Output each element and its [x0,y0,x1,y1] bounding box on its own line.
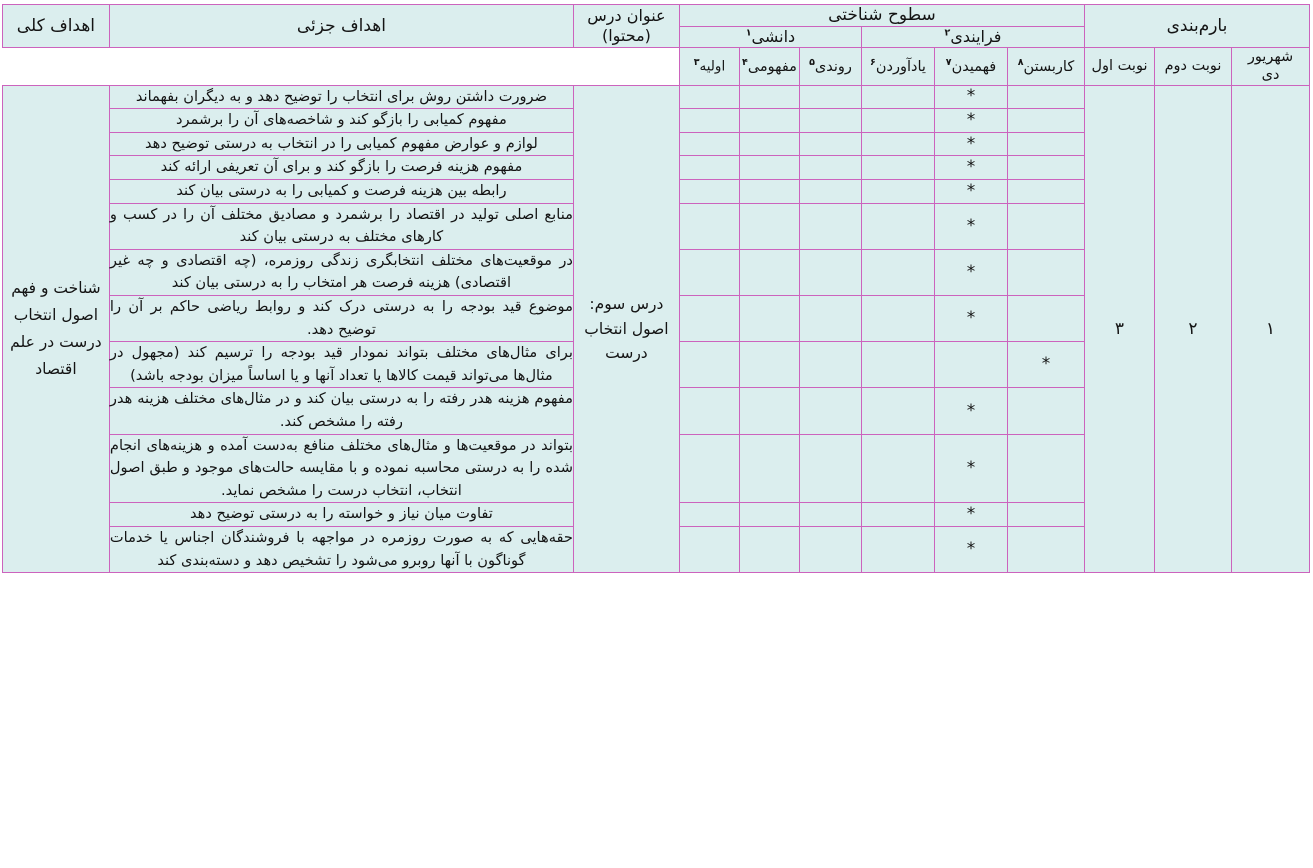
cognitive-cell-avalieh [679,156,739,180]
cognitive-cell-yadavardan [861,434,934,503]
header-row-3 [2,48,1309,85]
cognitive-cell-ravandi [799,388,861,434]
cognitive-cell-avalieh [679,179,739,203]
cognitive-cell-mafhumi [739,249,799,295]
header-row-1 [2,5,1309,27]
cognitive-cell-ravandi [799,109,861,133]
cognitive-cell-avalieh [679,388,739,434]
header-farayandi-label: فرایندی [950,27,1002,47]
cognitive-cell-fahmidan: * [934,156,1007,180]
header-col-ravandi-label: روندی [814,58,852,75]
cognitive-cell-mafhumi [739,527,799,573]
cognitive-cell-ravandi [799,179,861,203]
objective-cell: موضوع قید بودجه را به درستی درک کند و روابط ریاضی حاکم بر آن را توضیح دهد. [109,295,573,341]
cognitive-cell-karbastan [1007,85,1084,109]
cognitive-cell-fahmidan: * [934,85,1007,109]
cognitive-cell-fahmidan: * [934,179,1007,203]
score-cell-nobat-aval: ۳ [1084,85,1154,573]
cognitive-cell-fahmidan: * [934,109,1007,133]
cognitive-cell-mafhumi [739,203,799,249]
cognitive-cell-karbastan [1007,295,1084,341]
header-daneshi-label: دانشی [751,27,796,47]
cognitive-cell-fahmidan [934,342,1007,388]
header-col-nobat-dovom: نوبت دوم [1155,48,1232,85]
cognitive-cell-avalieh [679,527,739,573]
objective-cell: مفهوم کمیابی را بازگو کند و شاخصه‌های آن را برشمرد [109,109,573,133]
cognitive-cell-karbastan [1007,503,1084,527]
cognitive-cell-yadavardan [861,179,934,203]
header-col-mafhumi-superscript: ۴ [742,56,748,68]
cognitive-cell-karbastan [1007,388,1084,434]
table-body [2,85,1309,573]
cognitive-cell-fahmidan: * [934,388,1007,434]
cognitive-cell-mafhumi [739,503,799,527]
table-header [2,5,1309,86]
cognitive-cell-yadavardan [861,203,934,249]
cognitive-cell-mafhumi [739,132,799,156]
header-col-karbastan [1007,48,1084,85]
cognitive-cell-karbastan [1007,434,1084,503]
header-general-objectives: اهداف کلی [2,5,109,48]
cognitive-cell-avalieh [679,109,739,133]
cognitive-cell-yadavardan [861,527,934,573]
header-col-yadavardan [861,48,934,85]
objective-cell: ضرورت داشتن روش برای انتخاب را توضیح دهد و به دیگران بفهماند [109,85,573,109]
objective-cell: مفهوم هزینه هدر رفته را به درستی بیان کند و در مثال‌های مختلف هزینه هدر رفته را مشخص کند. [109,388,573,434]
header-col-fahmidan-label: فهمیدن [951,58,997,75]
cognitive-cell-mafhumi [739,179,799,203]
header-daneshi [679,27,861,48]
objective-cell: لوازم و عوارض مفهوم کمیابی را در انتخاب به درستی توضیح دهد [109,132,573,156]
header-lesson-title-line1: عنوان درس [587,6,666,26]
cognitive-cell-ravandi [799,203,861,249]
cognitive-cell-avalieh [679,203,739,249]
cognitive-cell-ravandi [799,132,861,156]
cognitive-cell-mafhumi [739,109,799,133]
cognitive-cell-fahmidan: * [934,203,1007,249]
cognitive-cell-karbastan [1007,179,1084,203]
header-col-ravandi-superscript: ۵ [809,56,815,68]
cognitive-cell-yadavardan [861,295,934,341]
objective-cell: مفهوم هزینه فرصت را بازگو کند و برای آن تعریفی ارائه کند [109,156,573,180]
cognitive-cell-yadavardan [861,109,934,133]
cognitive-cell-mafhumi [739,85,799,109]
cognitive-cell-yadavardan [861,249,934,295]
cognitive-cell-ravandi [799,156,861,180]
header-col-avalieh [679,48,739,85]
header-col-shahrivar [1232,48,1310,85]
cognitive-cell-yadavardan [861,85,934,109]
cognitive-cell-fahmidan: * [934,503,1007,527]
header-col-fahmidan-superscript: ۷ [945,56,952,68]
header-lesson-title-line2: (محتوا) [601,26,651,46]
objective-cell: منابع اصلی تولید در اقتصاد را برشمرد و مصادیق مختلف آن را در کسب و کارهای مختلف به درستی بیان کند [109,203,573,249]
cognitive-cell-ravandi [799,342,861,388]
general-objective-cell: شناخت و فهم اصول انتخاب درست در علم اقتصاد [2,85,109,573]
cognitive-cell-avalieh [679,85,739,109]
cognitive-cell-avalieh [679,342,739,388]
cognitive-cell-mafhumi [739,434,799,503]
header-col-yadavardan-superscript: ۶ [870,56,876,68]
objective-cell: رابطه بین هزینه فرصت و کمیابی را به درستی بیان کند [109,179,573,203]
header-farayandi [861,27,1084,48]
score-cell-nobat-dovom: ۲ [1155,85,1232,573]
cognitive-cell-mafhumi [739,156,799,180]
cognitive-cell-avalieh [679,503,739,527]
cognitive-cell-fahmidan: * [934,434,1007,503]
cognitive-cell-karbastan [1007,109,1084,133]
header-cognitive-levels: سطوح شناختی [679,5,1084,27]
header-col-yadavardan-label: یادآوردن [875,58,926,75]
header-col-karbastan-superscript: ۸ [1017,56,1024,68]
cognitive-cell-ravandi [799,503,861,527]
cognitive-cell-avalieh [679,132,739,156]
header-farayandi-superscript: ۲ [944,27,951,39]
header-col-fahmidan [934,48,1007,85]
cognitive-cell-karbastan [1007,156,1084,180]
cognitive-cell-karbastan [1007,203,1084,249]
cognitive-cell-avalieh [679,295,739,341]
cognitive-cell-karbastan [1007,132,1084,156]
header-col-karbastan-label: کاربستن [1023,58,1075,75]
header-col-avalieh-superscript: ۳ [693,57,700,69]
score-cell-shahrivar: ۱ [1232,85,1310,573]
lesson-title-cell: درس سوم: اصول انتخاب درست [573,85,679,573]
objective-cell: تفاوت میان نیاز و خواسته را به درستی توضیح دهد [109,503,573,527]
cognitive-cell-fahmidan: * [934,527,1007,573]
cognitive-cell-karbastan: * [1007,342,1084,388]
header-col-mafhumi-label: مفهومی [747,58,797,75]
cognitive-cell-avalieh [679,249,739,295]
cognitive-cell-karbastan [1007,527,1084,573]
worksheet-page [0,4,1313,868]
header-lesson-title [573,5,679,48]
curriculum-table [2,4,1310,573]
cognitive-cell-yadavardan [861,388,934,434]
cognitive-cell-yadavardan [861,156,934,180]
header-daneshi-superscript: ۱ [745,27,752,39]
cognitive-cell-fahmidan: * [934,295,1007,341]
cognitive-cell-ravandi [799,434,861,503]
objective-cell: برای مثال‌های مختلف بتواند نمودار قید بودجه را ترسیم کند (مجهول در مثال‌ها می‌تواند قیمت کالاها یا تعداد آنها و یا اساساً میزان بودجه باشد) [109,342,573,388]
cognitive-cell-yadavardan [861,342,934,388]
header-col-mafhumi [739,48,799,85]
cognitive-cell-fahmidan: * [934,249,1007,295]
header-col-shahrivar-line1: شهریور [1247,49,1294,66]
header-col-ravandi [799,48,861,85]
objective-cell: در موقعیت‌های مختلف انتخابگری زندگی روزمره، (چه اقتصادی و چه غیر اقتصادی) هزینه فرصت هر امتخاب را به درستی بیان کند [109,249,573,295]
table-row [2,85,1309,109]
cognitive-cell-mafhumi [739,342,799,388]
cognitive-cell-mafhumi [739,295,799,341]
cognitive-cell-ravandi [799,85,861,109]
header-col-shahrivar-line2: دی [1261,67,1280,84]
cognitive-cell-avalieh [679,434,739,503]
cognitive-cell-ravandi [799,249,861,295]
cognitive-cell-yadavardan [861,132,934,156]
cognitive-cell-yadavardan [861,503,934,527]
header-col-avalieh-label: اولیه [699,58,726,75]
cognitive-cell-fahmidan: * [934,132,1007,156]
cognitive-cell-ravandi [799,295,861,341]
header-barem-bandi: بارم‌بندی [1084,5,1309,48]
cognitive-cell-ravandi [799,527,861,573]
cognitive-cell-karbastan [1007,249,1084,295]
header-detailed-objectives: اهداف جزئی [109,5,573,48]
header-col-nobat-aval: نوبت اول [1084,48,1154,85]
objective-cell: بتواند در موقعیت‌ها و مثال‌های مختلف منافع به‌دست آمده و هزینه‌های انجام شده را به درستی محاسبه نموده و با مقایسه حالت‌های موجود و طبق اصول انتخاب، انتخاب درست را مشخص نماید. [109,434,573,503]
objective-cell: حقه‌هایی که به صورت روزمره در مواجهه با فروشندگان اجناس یا خدمات گوناگون با آنها روبرو می‌شود را تشخیص دهد و دسته‌بندی کند [109,527,573,573]
cognitive-cell-mafhumi [739,388,799,434]
